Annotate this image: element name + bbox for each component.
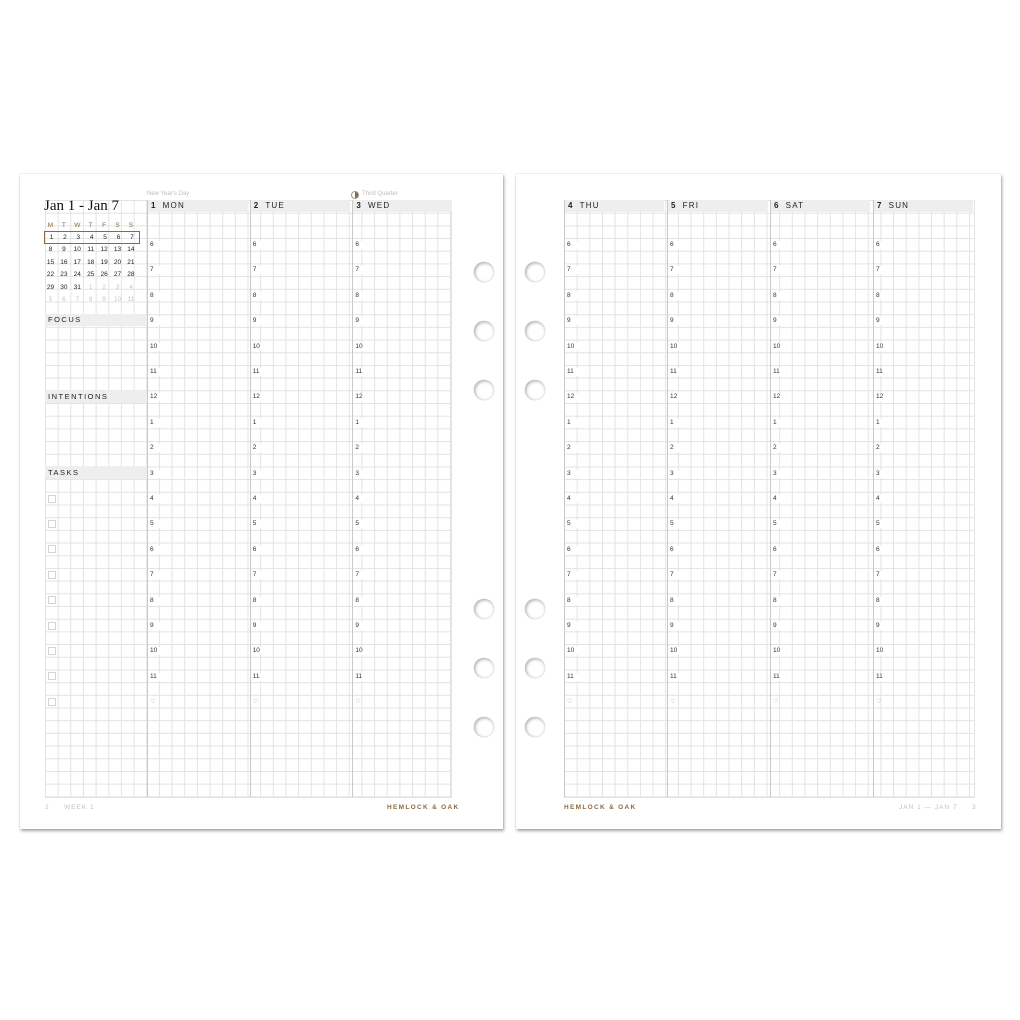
binder-hole-left-6 <box>474 717 494 737</box>
hour-label: 1 <box>773 419 785 427</box>
day-header-thu <box>564 200 664 212</box>
binder-hole-right-5 <box>525 658 545 678</box>
hour-label: 7 <box>150 266 162 274</box>
hour-label: 7 <box>567 266 579 274</box>
weekday-label: T <box>61 222 66 229</box>
task-checkbox[interactable] <box>48 647 56 655</box>
hour-label: 12 <box>150 393 162 401</box>
hour-label: 8 <box>567 597 579 605</box>
heart-icon: ♡ <box>773 699 779 706</box>
task-checkbox[interactable] <box>48 596 56 604</box>
hour-label: 7 <box>355 266 367 274</box>
hour-label: 11 <box>773 368 785 376</box>
hour-label: 8 <box>355 292 367 300</box>
hour-label: 10 <box>876 647 888 655</box>
hour-label: 8 <box>773 292 785 300</box>
mini-calendar-day[interactable]: 16 <box>60 258 68 266</box>
hour-label: 6 <box>876 241 888 249</box>
hour-label: 11 <box>567 368 579 376</box>
day-column-divider <box>770 200 771 797</box>
mini-calendar-day[interactable]: 17 <box>73 258 81 266</box>
hour-label: 6 <box>253 241 265 249</box>
hour-label: 8 <box>670 292 682 300</box>
hour-label: 8 <box>876 292 888 300</box>
mini-calendar-week <box>44 269 138 280</box>
day-header-tue <box>250 200 350 212</box>
planner-page-right <box>516 174 1001 829</box>
hour-label: 8 <box>567 292 579 300</box>
hour-label: 1 <box>670 419 682 427</box>
hour-label: 9 <box>150 622 162 630</box>
weekday-label: T <box>88 222 93 229</box>
hour-label: 7 <box>567 571 579 579</box>
hour-label: 4 <box>670 495 682 503</box>
task-checkbox[interactable] <box>48 545 56 553</box>
mini-calendar-day[interactable]: 1 <box>88 283 93 291</box>
hour-label: 10 <box>253 647 265 655</box>
hour-label: 11 <box>876 368 888 376</box>
mini-calendar-day[interactable]: 23 <box>60 271 68 279</box>
hour-label: 11 <box>355 673 367 681</box>
hour-label: 5 <box>150 520 162 528</box>
hour-label: 4 <box>150 495 162 503</box>
hour-label: 10 <box>773 343 785 351</box>
hour-label: 11 <box>150 368 162 376</box>
hour-label: 9 <box>253 317 265 325</box>
hour-label: 8 <box>253 292 265 300</box>
brand-logo-left: HEMLOCK & OAK <box>387 804 460 811</box>
focus-header: FOCUS <box>45 314 147 326</box>
hour-label: 9 <box>876 317 888 325</box>
day-number: 4 <box>568 201 574 210</box>
mini-calendar-day[interactable]: 9 <box>62 246 66 254</box>
intentions-header: INTENTIONS <box>45 391 147 403</box>
hour-label: 6 <box>355 546 367 554</box>
task-checkbox[interactable] <box>48 520 56 528</box>
day-number: 7 <box>877 201 883 210</box>
hour-label: 4 <box>355 495 367 503</box>
hour-label: 11 <box>253 673 265 681</box>
mini-calendar-weekdays <box>44 220 140 231</box>
hour-label: 10 <box>773 647 785 655</box>
hour-label: 9 <box>876 622 888 630</box>
hour-label: 8 <box>150 292 162 300</box>
mini-calendar-day[interactable]: 13 <box>113 246 122 254</box>
hour-label: 11 <box>876 673 888 681</box>
binder-hole-right-3 <box>525 380 545 400</box>
hour-label: 12 <box>670 393 682 401</box>
mini-calendar-day[interactable]: 3 <box>76 234 81 241</box>
hour-label: 12 <box>567 393 579 401</box>
task-checkbox[interactable] <box>48 495 56 503</box>
hour-label: 6 <box>773 241 785 249</box>
day-column-divider <box>873 200 874 797</box>
hour-label: 10 <box>355 343 367 351</box>
mini-calendar-week <box>44 282 138 293</box>
day-column-divider <box>250 200 251 797</box>
day-name: SUN <box>888 201 910 210</box>
day-header-wed <box>352 200 452 212</box>
mini-calendar-day[interactable]: 11 <box>127 296 135 303</box>
hour-label: 7 <box>670 571 682 579</box>
weekday-label: W <box>74 222 81 229</box>
hour-label: 10 <box>670 343 682 351</box>
planner-page-left <box>20 174 503 829</box>
hour-label: 3 <box>670 470 682 478</box>
hour-label: 9 <box>253 622 265 630</box>
hour-label: 11 <box>670 673 682 681</box>
hour-label: 6 <box>567 241 579 249</box>
hour-label: 9 <box>355 317 367 325</box>
hour-label: 6 <box>567 546 579 554</box>
hour-label: 5 <box>355 520 367 528</box>
hour-label: 10 <box>567 343 579 351</box>
mini-calendar-day[interactable]: 28 <box>127 271 135 279</box>
day-column-divider <box>564 200 565 797</box>
weekday-label: S <box>128 222 134 229</box>
day-header-mon <box>147 200 247 212</box>
task-checkbox[interactable] <box>48 622 56 630</box>
moon-note: Third Quarter <box>362 191 398 197</box>
hour-label: 7 <box>876 266 888 274</box>
heart-icon: ♡ <box>670 699 676 706</box>
hour-label: 3 <box>355 470 367 478</box>
mini-calendar-day[interactable]: 12 <box>100 246 108 254</box>
hour-label: 11 <box>355 368 367 376</box>
heart-icon: ♡ <box>567 699 573 706</box>
hour-label: 2 <box>150 444 162 452</box>
hour-label: 1 <box>355 419 367 427</box>
day-name: MON <box>162 201 185 210</box>
binder-hole-right-6 <box>525 717 545 737</box>
mini-calendar-day[interactable]: 1 <box>49 234 54 241</box>
day-number: 3 <box>356 201 363 210</box>
mini-calendar-day[interactable]: 11 <box>87 246 95 254</box>
hour-label: 9 <box>567 622 579 630</box>
hour-label: 10 <box>876 343 888 351</box>
day-column-divider <box>147 200 148 797</box>
mini-calendar-day[interactable]: 9 <box>102 296 106 303</box>
hour-label: 5 <box>253 520 265 528</box>
page-number-left: 2 <box>45 804 50 811</box>
hour-label: 5 <box>773 520 785 528</box>
mini-calendar-day[interactable]: 22 <box>46 271 55 279</box>
mini-calendar-day[interactable]: 5 <box>48 296 53 303</box>
hour-label: 3 <box>876 470 888 478</box>
mini-calendar-day[interactable]: 24 <box>73 271 81 279</box>
mini-calendar-day[interactable]: 8 <box>88 296 93 303</box>
hour-label: 9 <box>773 622 785 630</box>
tasks-header: TASKS <box>45 467 147 479</box>
mini-calendar-day[interactable]: 14 <box>127 246 135 254</box>
binder-hole-left-5 <box>474 658 494 678</box>
hour-label: 2 <box>253 444 265 452</box>
hour-label: 9 <box>355 622 367 630</box>
binder-hole-left-4 <box>474 599 494 619</box>
hour-label: 9 <box>567 317 579 325</box>
task-checkbox[interactable] <box>48 672 56 680</box>
hour-label: 4 <box>567 495 579 503</box>
hour-label: 9 <box>773 317 785 325</box>
day-header-sat <box>770 200 870 212</box>
day-number: 6 <box>774 201 780 210</box>
hour-label: 10 <box>150 343 162 351</box>
hour-label: 12 <box>876 393 888 401</box>
mini-calendar-day[interactable]: 6 <box>116 234 121 241</box>
hour-label: 6 <box>150 241 162 249</box>
hour-label: 9 <box>670 622 682 630</box>
hour-label: 1 <box>876 419 888 427</box>
mini-calendar-day[interactable]: 25 <box>87 271 95 279</box>
binder-hole-left-2 <box>474 321 494 341</box>
hour-label: 2 <box>876 444 888 452</box>
mini-calendar-day[interactable]: 10 <box>73 246 81 254</box>
mini-calendar-week <box>44 244 138 255</box>
hour-label: 11 <box>773 673 785 681</box>
hour-label: 2 <box>773 444 785 452</box>
hour-label: 11 <box>670 368 682 376</box>
mini-calendar-day[interactable]: 6 <box>62 296 66 303</box>
mini-calendar-week <box>44 257 138 268</box>
day-name: SAT <box>785 201 805 210</box>
heart-icon: ♡ <box>355 699 361 706</box>
weekday-label: F <box>102 222 107 229</box>
day-name: TUE <box>265 201 285 210</box>
hour-label: 8 <box>355 597 367 605</box>
day-name: WED <box>368 201 391 210</box>
day-number: 5 <box>671 201 677 210</box>
hour-label: 8 <box>876 597 888 605</box>
hour-label: 6 <box>670 241 682 249</box>
mini-calendar-current-week <box>44 231 140 244</box>
hour-label: 2 <box>355 444 367 452</box>
day-name: THU <box>579 201 600 210</box>
mini-calendar-day[interactable]: 7 <box>130 234 134 241</box>
hour-label: 6 <box>670 546 682 554</box>
mini-calendar-day[interactable]: 15 <box>46 258 55 266</box>
task-checkbox[interactable] <box>48 571 56 579</box>
mini-calendar-day[interactable]: 4 <box>129 283 133 291</box>
mini-calendar-day[interactable]: 4 <box>89 234 94 241</box>
hour-label: 7 <box>876 571 888 579</box>
hour-label: 10 <box>355 647 367 655</box>
task-checkbox[interactable] <box>48 698 56 706</box>
mini-calendar-day[interactable]: 27 <box>113 271 122 279</box>
mini-calendar-day[interactable]: 26 <box>100 271 108 279</box>
hour-label: 9 <box>670 317 682 325</box>
hour-label: 7 <box>253 571 265 579</box>
hour-label: 4 <box>876 495 888 503</box>
hour-label: 12 <box>253 393 265 401</box>
binder-hole-left-3 <box>474 380 494 400</box>
day-header-sun <box>873 200 973 212</box>
hour-label: 8 <box>150 597 162 605</box>
hour-label: 10 <box>253 343 265 351</box>
hour-label: 11 <box>150 673 162 681</box>
heart-icon: ♡ <box>876 699 882 706</box>
hour-label: 9 <box>150 317 162 325</box>
binder-hole-left-1 <box>474 262 494 282</box>
hour-label: 11 <box>253 368 265 376</box>
hour-label: 3 <box>773 470 785 478</box>
mini-calendar-day[interactable]: 8 <box>48 246 53 254</box>
mini-calendar-day[interactable]: 7 <box>75 296 80 303</box>
heart-icon: ♡ <box>252 699 259 706</box>
hour-label: 8 <box>773 597 785 605</box>
hour-label: 6 <box>355 241 367 249</box>
moon-phase-icon <box>351 191 359 199</box>
mini-calendar-day[interactable]: 2 <box>102 283 106 291</box>
day-number: 1 <box>151 201 157 210</box>
day-name: FRI <box>682 201 700 210</box>
hour-label: 2 <box>670 444 682 452</box>
weekday-label: M <box>47 222 54 229</box>
mini-calendar-day[interactable]: 29 <box>46 283 55 291</box>
mini-calendar <box>44 220 140 304</box>
binder-hole-right-1 <box>525 262 545 282</box>
hour-label: 3 <box>253 470 265 478</box>
hour-label: 3 <box>567 470 579 478</box>
week-label: WEEK 1 <box>64 804 95 811</box>
weekday-label: S <box>115 222 120 229</box>
hour-label: 1 <box>567 419 579 427</box>
brand-logo-right: HEMLOCK & OAK <box>564 804 637 811</box>
day-column-divider <box>667 200 668 797</box>
mini-calendar-day[interactable]: 21 <box>127 258 135 266</box>
hour-label: 6 <box>876 546 888 554</box>
week-title: Jan 1 - Jan 7 <box>44 198 119 214</box>
hour-label: 7 <box>253 266 265 274</box>
mini-calendar-day[interactable]: 2 <box>63 234 67 241</box>
hour-label: 1 <box>253 419 265 427</box>
hour-label: 6 <box>773 546 785 554</box>
holiday-note: New Year's Day <box>147 191 190 197</box>
hour-label: 7 <box>150 571 162 579</box>
hour-label: 8 <box>253 597 265 605</box>
mini-calendar-week <box>44 294 138 305</box>
day-header-fri <box>667 200 767 212</box>
hour-label: 8 <box>670 597 682 605</box>
hour-label: 3 <box>150 470 162 478</box>
hour-label: 10 <box>567 647 579 655</box>
hour-label: 7 <box>773 571 785 579</box>
page-number-right: 3 <box>972 804 977 811</box>
hour-label: 7 <box>670 266 682 274</box>
hour-label: 4 <box>253 495 265 503</box>
hour-label: 12 <box>773 393 785 401</box>
day-number: 2 <box>253 201 260 210</box>
hour-label: 6 <box>253 546 265 554</box>
mini-calendar-day[interactable]: 19 <box>100 258 108 266</box>
day-column-divider <box>352 200 353 797</box>
hour-label: 5 <box>670 520 682 528</box>
hour-label: 5 <box>567 520 579 528</box>
hour-label: 6 <box>150 546 162 554</box>
hour-label: 12 <box>355 393 367 401</box>
mini-calendar-day[interactable]: 30 <box>60 283 68 291</box>
hour-label: 10 <box>670 647 682 655</box>
date-range-label: JAN 1 — JAN 7 <box>899 804 958 811</box>
hour-label: 2 <box>567 444 579 452</box>
mini-calendar-day[interactable]: 5 <box>103 234 107 241</box>
mini-calendar-day[interactable]: 18 <box>87 258 95 266</box>
hour-label: 1 <box>150 419 162 427</box>
hour-label: 10 <box>150 647 162 655</box>
binder-hole-right-2 <box>525 321 545 341</box>
hour-label: 11 <box>567 673 579 681</box>
binder-hole-right-4 <box>525 599 545 619</box>
mini-calendar-day[interactable]: 31 <box>73 283 81 291</box>
hour-label: 7 <box>773 266 785 274</box>
hour-label: 5 <box>876 520 888 528</box>
mini-calendar-day[interactable]: 20 <box>113 258 122 266</box>
hour-label: 4 <box>773 495 785 503</box>
mini-calendar-day[interactable]: 3 <box>115 283 120 291</box>
hour-label: 7 <box>355 571 367 579</box>
mini-calendar-day[interactable]: 10 <box>113 296 122 303</box>
heart-icon: ♡ <box>150 699 156 706</box>
